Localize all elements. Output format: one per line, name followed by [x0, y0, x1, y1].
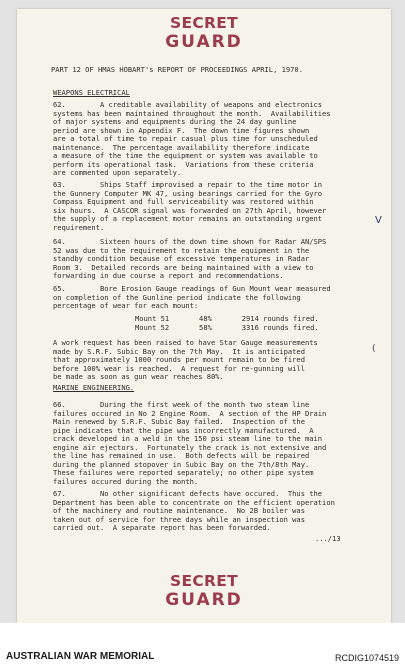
- archive-reference-id: RCDIG1074519: [334, 653, 399, 663]
- archive-footer: [0, 623, 405, 666]
- stamp-guard-label: GUARD: [165, 31, 243, 52]
- document-page: [17, 9, 391, 623]
- classification-stamp-bottom: [17, 574, 391, 609]
- paragraph-64: 64. Sixteen hours of the down time shown for Radar AN/SPS 52 was due to the requirement to retain the equipment in the standby condition because of excessive temperatures in Radar Room 3. Detailed records are being maintained with a view to forwarding in due course a report and recommendations.: [53, 237, 327, 280]
- margin-annotation-tick: V: [375, 215, 382, 226]
- section-heading-weapons-electrical: WEAPONS ELECTRICAL: [53, 88, 130, 97]
- paragraph-62: 62. A creditable availability of weapons and electronics systems has been maintained throughout the month. Availabilities of major systems and equipments during the 24 day gunline period are shown in Appendix F. The down time figures shown are a total of time to repair casual plus time for unscheduled maintenance. The percentage availability therefore indicate a measure of the time the equipment or system was available to perform its operational task. Variations from these criteria are commented upon separately.: [53, 100, 331, 177]
- archive-source-label: AUSTRALIAN WAR MEMORIAL: [6, 651, 155, 662]
- section-heading-marine-engineering: MARINE ENGINEERING.: [53, 383, 135, 392]
- work-request-paragraph: A work request has been raised to have Star Gauge measurements made by S.R.F. Subic Bay on the 7th May. It is anticipated that approximately 1000 rounds per mount remain to be fired before 100% wear is reached. A request for re-gunning will be made as soon as gun wear reaches 80%.: [53, 338, 318, 381]
- stamp-guard-label: GUARD: [165, 589, 243, 610]
- classification-stamp-top: [17, 16, 391, 51]
- report-header: PART 12 OF HMAS HOBART's REPORT OF PROCEEDINGS APRIL, 1970.: [51, 65, 303, 74]
- continuation-marker: .../13: [315, 534, 341, 543]
- stamp-secret-label: SECRET: [169, 572, 239, 590]
- mount-wear-table: Mount 51 48% 2914 rounds fired. Mount 52 58% 3316 rounds fired.: [135, 314, 319, 332]
- paragraph-66: 66. During the first week of the month two steam line failures occured in No 2 Engine Room. A section of the HP Drain Main renewed by S.R.F. Subic Bay failed. Inspection of the pipe indicates that the pipe was incorrectly manufactured. A crack developed in a weld in the 150 psi steam line to the main engine air ejectors. Fortunately the crack is not extensive and the line has remained in use. Both defects will be repaired during the planned stopover in Subic Bay on the 7th/8th May. These failures were reported separately; no other pipe system failures occured during the month.: [53, 400, 327, 486]
- stamp-secret-label: SECRET: [169, 14, 239, 32]
- paragraph-63: 63. Ships Staff improvised a repair to the time motor in the Gunnery Computer MK 47, using bearings carried for the Gyro Compass Equipment and full serviceability was restored within six hours. A CASCOR signal was forwarded on 27th April, however the supply of a replacement motor remains an outstanding urgent requirement.: [53, 180, 327, 232]
- paragraph-67: 67. No other significant defects have occured. Thus the Department has been able to concentrate on the efficient operation of the machinery and routine maintenance. No 2B boiler was taken out of service for three days while an inspection was carried out. A separate report has been forwarded.: [53, 489, 335, 532]
- margin-annotation-bracket: (: [372, 344, 376, 354]
- paragraph-65: 65. Bore Erosion Gauge readings of Gun Mount wear measured on completion of the Gunline period indicate the following percentage of wear for each mount:: [53, 284, 331, 310]
